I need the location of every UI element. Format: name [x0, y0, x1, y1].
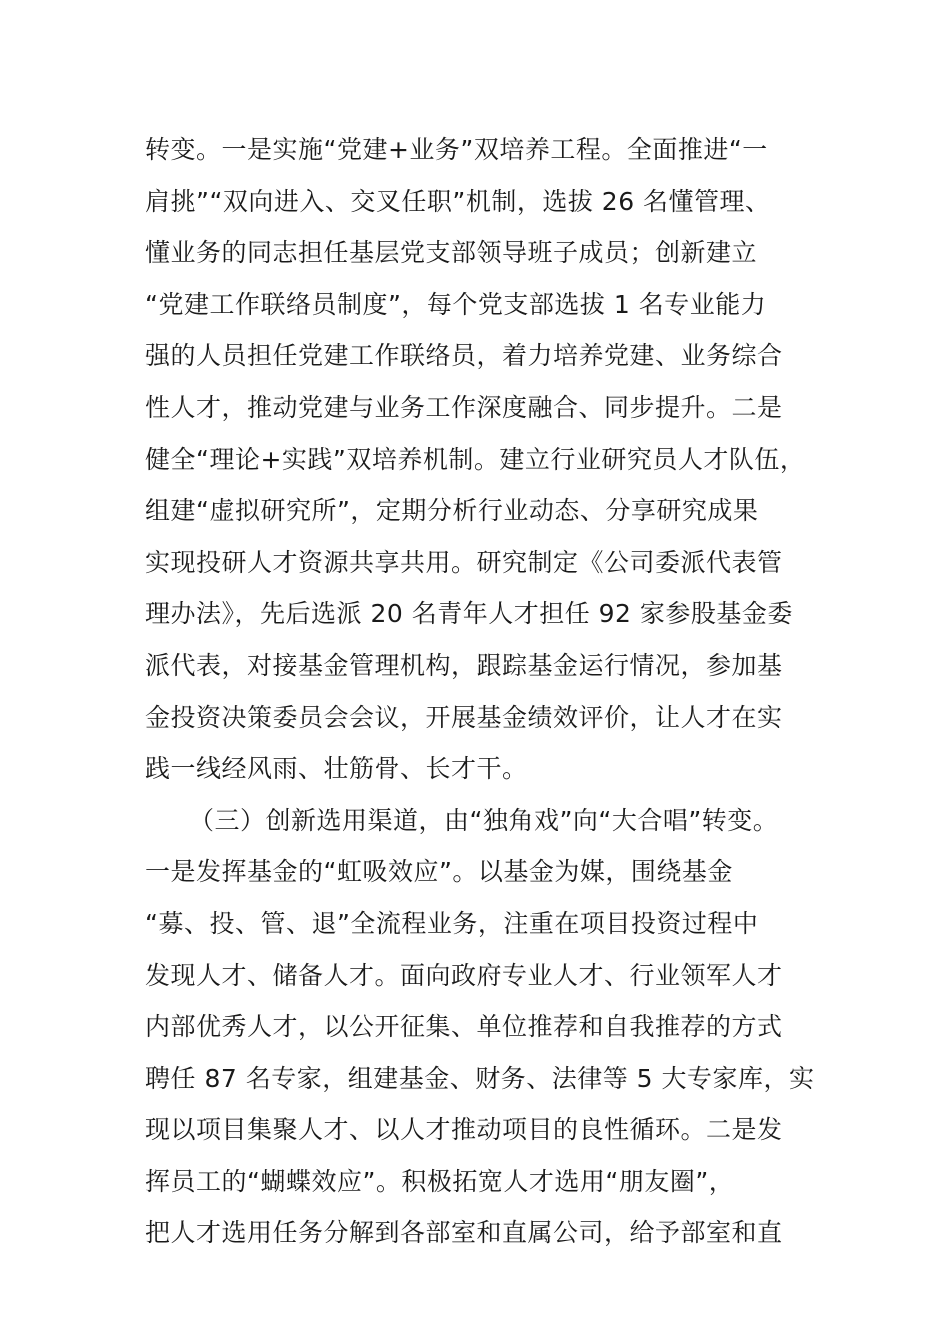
text-line: 健全“理论+实践”双培养机制。建立行业研究员人才队伍， — [145, 444, 806, 474]
text-line: 派代表，对接基金管理机构，跟踪基金运行情况，参加基 — [145, 650, 783, 680]
text-line: 一是发挥基金的“虹吸效应”。以基金为媒，围绕基金 — [145, 857, 733, 887]
text-line: 性人才，推动党建与业务工作深度融合、同步提升。二是 — [145, 392, 783, 422]
text-line: 内部优秀人才，以公开征集、单位推荐和自我推荐的方式 — [145, 1012, 783, 1042]
text-line: 强的人员担任党建工作联络员，着力培养党建、业务综合 — [145, 341, 783, 371]
text-line: 聘任 87 名专家，组建基金、财务、法律等 5 大专家库，实 — [145, 1063, 815, 1093]
text-line: 肩挑”“双向进入、交叉任职”机制，选拔 26 名懂管理、 — [145, 186, 771, 216]
section-heading-line: （三）创新选用渠道，由“独角戏”向“大合唱”转变。 — [189, 805, 779, 835]
text-line: 实现投研人才资源共享共用。研究制定《公司委派代表管 — [145, 547, 783, 577]
text-line: 金投资决策委员会会议，开展基金绩效评价，让人才在实 — [145, 702, 783, 732]
text-line: 挥员工的“蝴蝶效应”。积极拓宽人才选用“朋友圈”， — [145, 1166, 735, 1196]
body-text — [145, 124, 815, 1259]
text-line: 发现人才、储备人才。面向政府专业人才、行业领军人才 — [145, 960, 783, 990]
text-line: 转变。一是实施“党建+业务”双培养工程。全面推进“一 — [145, 135, 768, 164]
text-line: 现以项目集聚人才、以人才推动项目的良性循环。二是发 — [145, 1115, 783, 1145]
text-line: 组建“虚拟研究所”，定期分析行业动态、分享研究成果 — [145, 496, 759, 526]
text-line: 理办法》，先后选派 20 名青年人才担任 92 家参股基金委 — [145, 599, 793, 629]
text-line: “募、投、管、退”全流程业务，注重在项目投资过程中 — [145, 908, 759, 938]
text-line: 懂业务的同志担任基层党支部领导班子成员；创新建立 — [145, 238, 758, 268]
text-line: 践一线经风雨、壮筋骨、长才干。 — [145, 754, 528, 784]
text-line: “党建工作联络员制度”，每个党支部选拔 1 名专业能力 — [145, 289, 767, 319]
text-line: 把人才选用任务分解到各部室和直属公司，给予部室和直 — [145, 1218, 783, 1248]
